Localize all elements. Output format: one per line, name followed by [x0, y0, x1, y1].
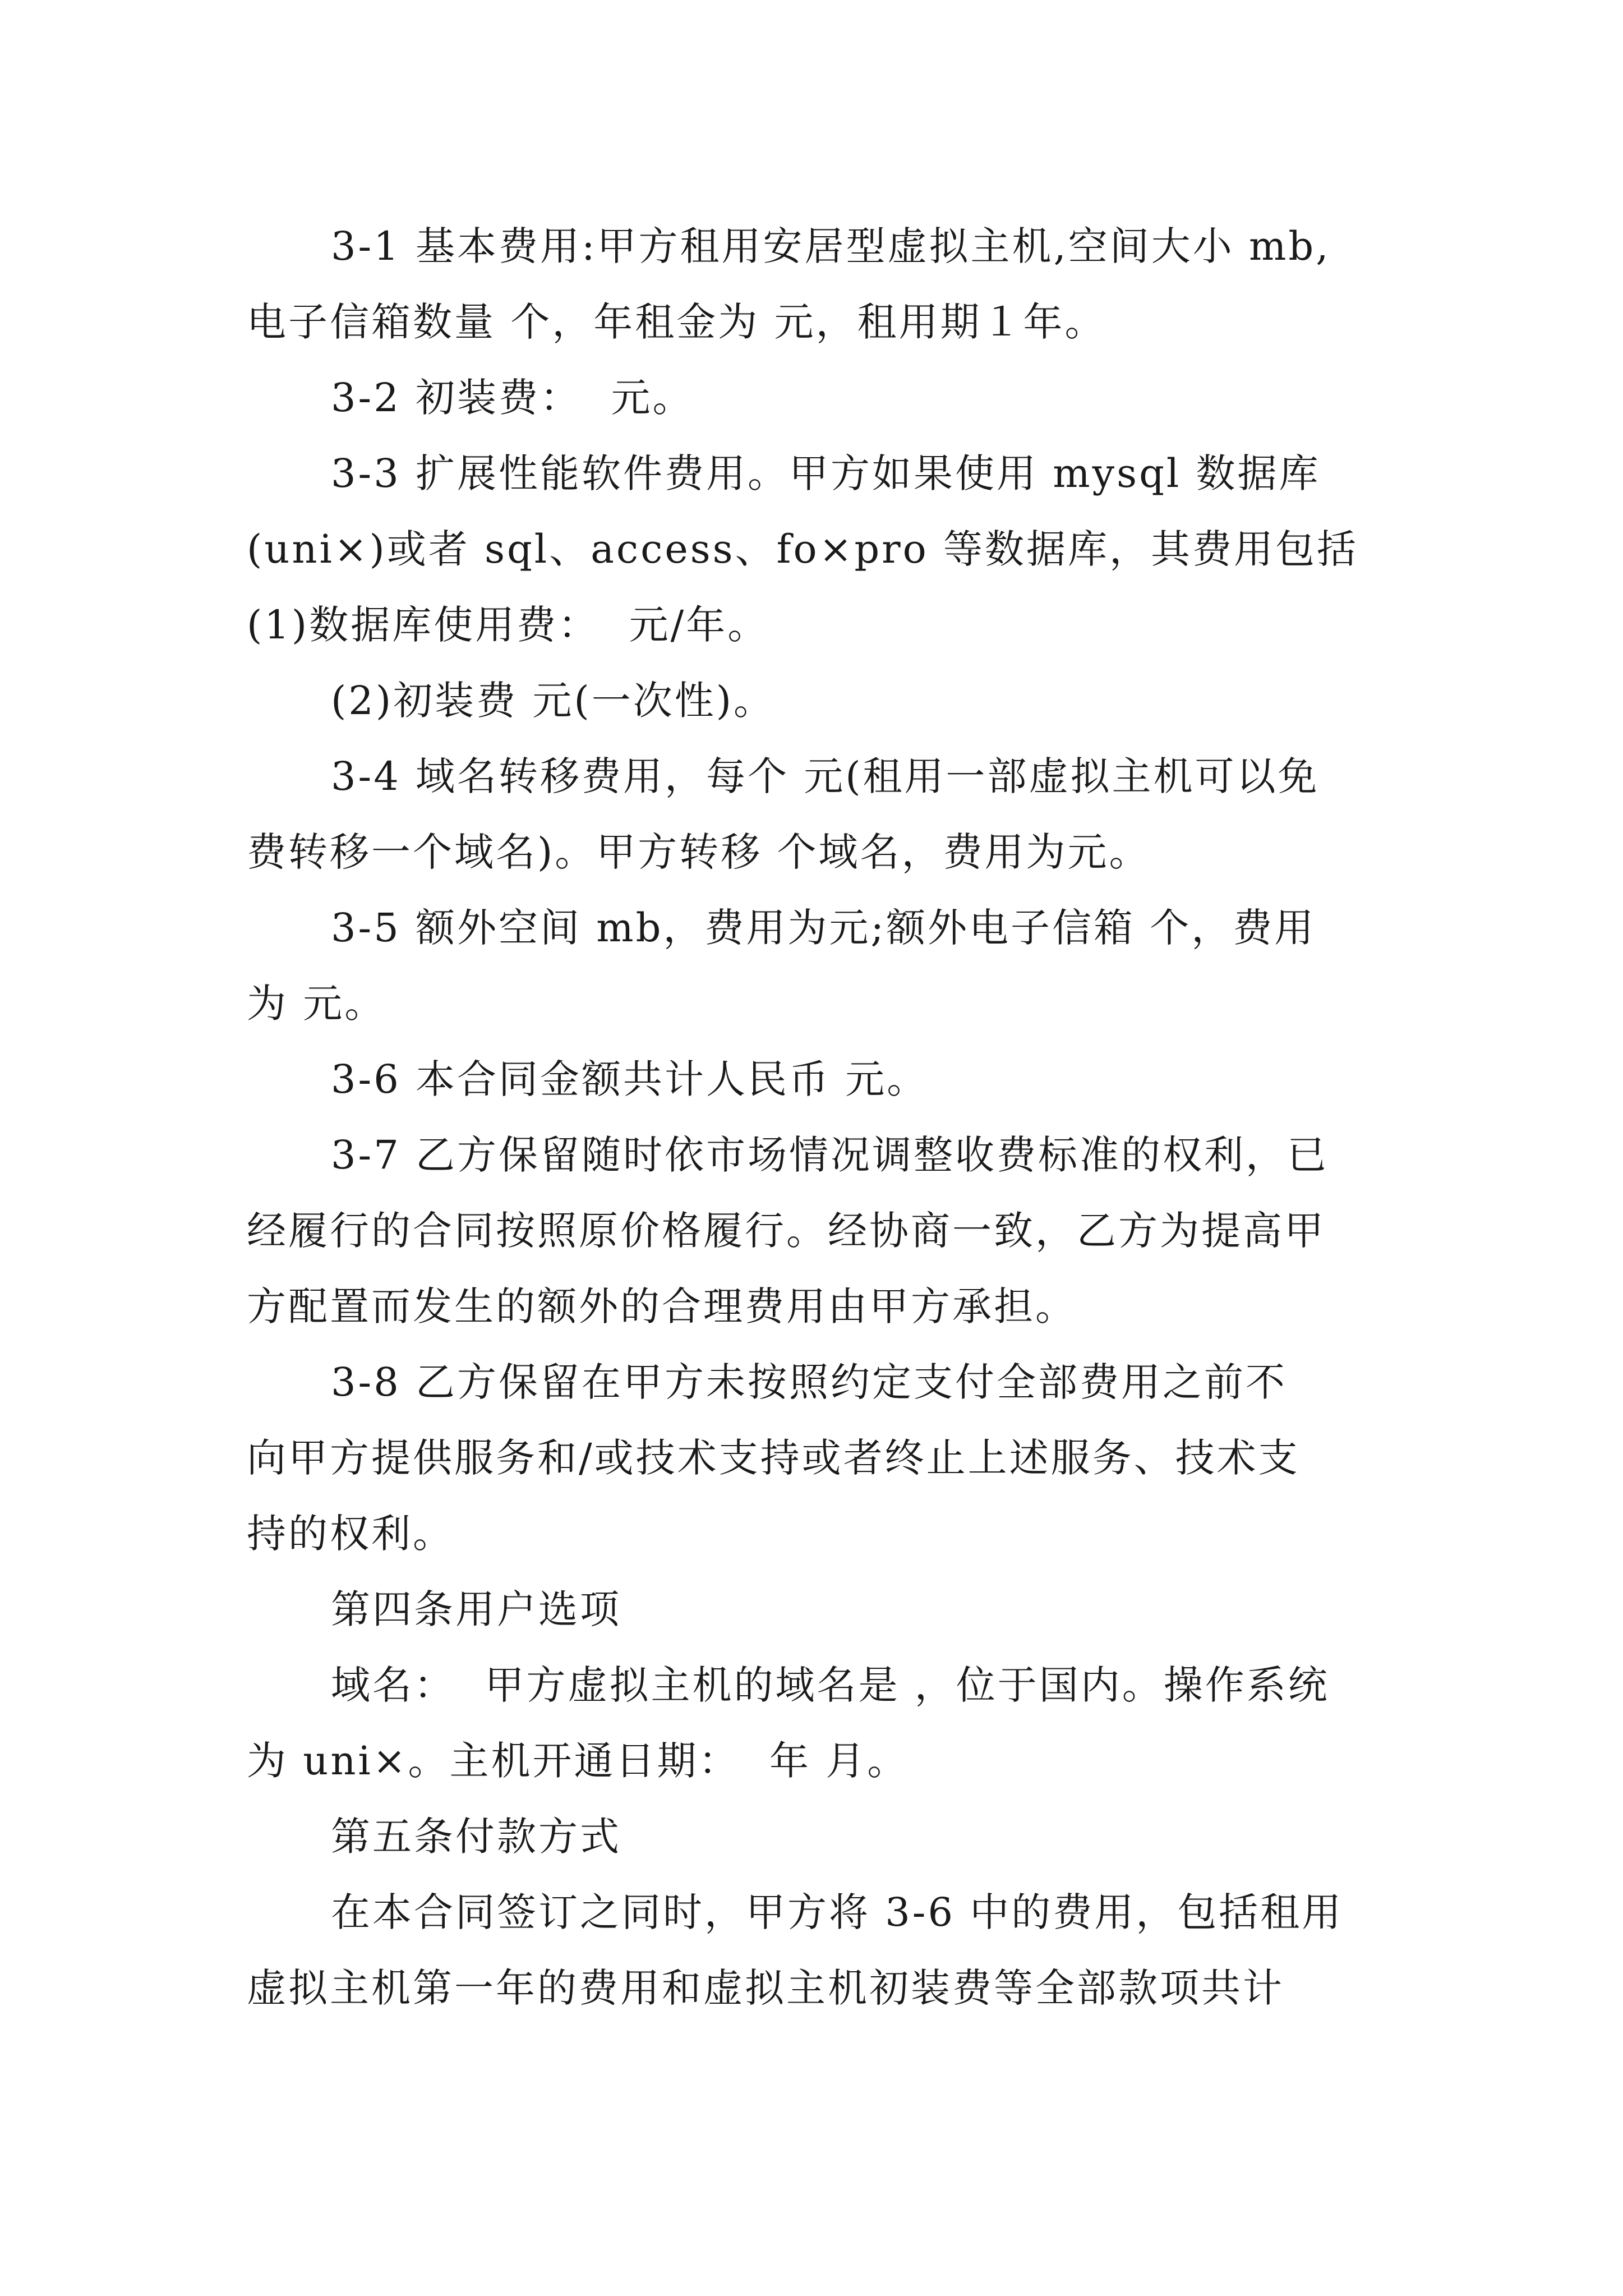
section-heading: 第五条付款方式 [331, 1814, 621, 1860]
text-line: 3-3 扩展性能软件费用。甲方如果使用 mysql 数据库 [331, 450, 1321, 496]
text-line: 3-2 初装费： 元。 [331, 375, 694, 421]
text-line: 持的权利。 [247, 1511, 454, 1557]
text-line: 3-4 域名转移费用，每个 元(租用一部虚拟主机可以免 [331, 753, 1320, 799]
text-line: 虚拟主机第一年的费用和虚拟主机初装费等全部款项共计 [247, 1965, 1284, 2011]
text-line: 电子信箱数量 个，年租金为 元，租用期１年。 [247, 299, 1106, 345]
text-line: 3-7 乙方保留随时依市场情况调整收费标准的权利，已 [331, 1132, 1329, 1178]
section-heading: 第四条用户选项 [331, 1586, 621, 1632]
text-line: 为 元。 [247, 981, 386, 1027]
text-line: 方配置而发生的额外的合理费用由甲方承担。 [247, 1283, 1077, 1329]
text-line: 3-6 本合同金额共计人民币 元。 [331, 1056, 929, 1102]
text-line: (2)初装费 元(一次性)。 [331, 678, 776, 724]
contract-text-body [247, 209, 1391, 2026]
text-line: 经履行的合同按照原价格履行。经协商一致，乙方为提高甲 [247, 1208, 1326, 1254]
text-line: 3-5 额外空间 mb，费用为元;额外电子信箱 个，费用 [331, 905, 1316, 951]
text-line: 3-1 基本费用:甲方租用安居型虚拟主机,空间大小 mb, [331, 223, 1331, 269]
text-line: (1)数据库使用费： 元/年。 [247, 602, 769, 648]
text-line: 为 uni×。主机开通日期： 年 月。 [247, 1738, 909, 1784]
text-line: 费转移一个域名)。甲方转移 个域名，费用为元。 [247, 829, 1151, 875]
text-line: 3-8 乙方保留在甲方未按照约定支付全部费用之前不 [331, 1359, 1287, 1405]
text-line: 域名： 甲方虚拟主机的域名是 ，位于国内。操作系统 [331, 1662, 1330, 1708]
text-line: 向甲方提供服务和/或技术支持或者终止上述服务、技术支 [247, 1435, 1300, 1481]
text-line: 在本合同签订之同时，甲方将 3-6 中的费用，包括租用 [331, 1889, 1344, 1935]
text-line: (uni×)或者 sql、access、fo×pro 等数据库，其费用包括 [247, 526, 1358, 572]
